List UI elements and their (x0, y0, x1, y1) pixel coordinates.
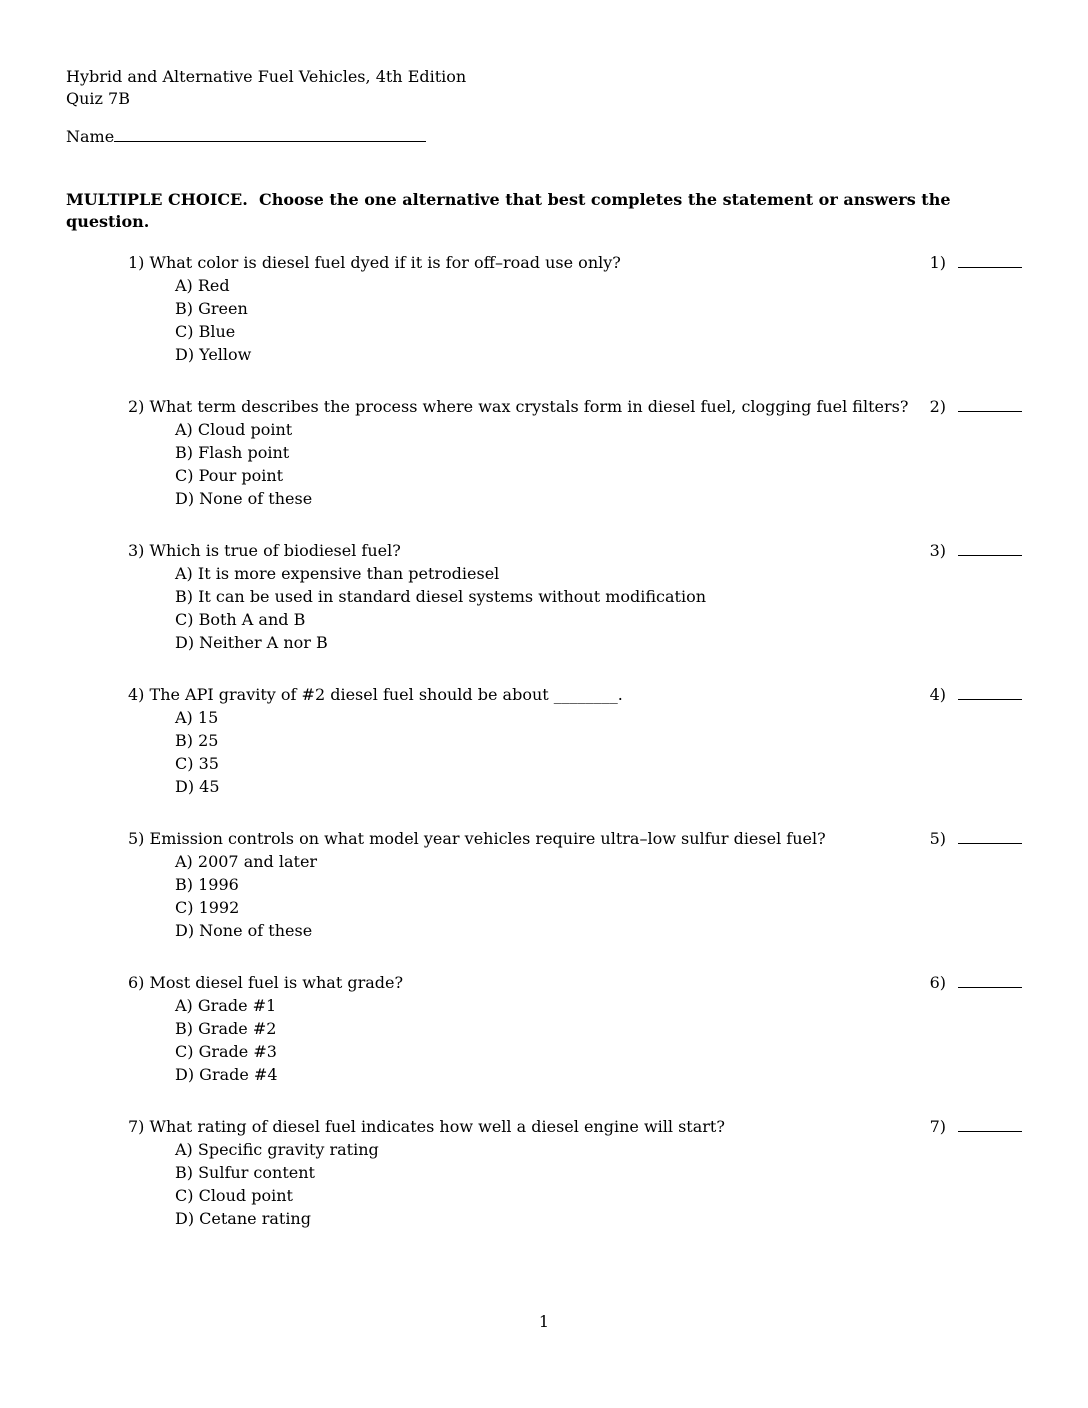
answer-blank[interactable] (958, 683, 1022, 700)
name-blank[interactable] (114, 125, 426, 142)
question-text-wrap (128, 251, 641, 274)
question-number: 5) (128, 829, 145, 848)
answer-number: 2) (929, 397, 946, 416)
answer-number: 3) (929, 541, 946, 560)
question-text-wrap (128, 971, 423, 994)
answer-blank[interactable] (958, 1115, 1022, 1132)
answer-number: 6) (929, 973, 946, 992)
answer-area (930, 971, 1022, 994)
answer-blank[interactable] (958, 251, 1022, 268)
question-line (128, 539, 1022, 562)
question-number: 4) (128, 685, 145, 704)
choice-d: D) Yellow (175, 345, 252, 364)
document-title: Hybrid and Alternative Fuel Vehicles, 4th Edition (66, 67, 467, 86)
question-text: What rating of diesel fuel indicates how well a diesel engine will start? (149, 1117, 725, 1136)
choice-a: A) 15 (175, 708, 219, 727)
question-6 (128, 971, 1022, 1086)
question-line (128, 251, 1022, 274)
answer-blank[interactable] (958, 539, 1022, 556)
question-text-wrap (128, 683, 643, 706)
question-text: What color is diesel fuel dyed if it is for off–road use only? (149, 253, 621, 272)
quiz-number: Quiz 7B (66, 89, 130, 108)
choice-b: B) It can be used in standard diesel systems without modification (175, 587, 707, 606)
question-line (128, 971, 1022, 994)
answer-number: 1) (929, 253, 946, 272)
page-footer (0, 1312, 1088, 1331)
choice-a: A) Red (175, 276, 230, 295)
choice-c: C) Pour point (175, 466, 284, 485)
answer-blank[interactable] (958, 827, 1022, 844)
answer-number: 4) (929, 685, 946, 704)
answer-area (930, 251, 1022, 274)
choices (175, 562, 1022, 654)
question-number: 7) (128, 1117, 145, 1136)
question-text: Most diesel fuel is what grade? (149, 973, 404, 992)
choice-b: B) 1996 (175, 875, 239, 894)
answer-area (930, 395, 1022, 418)
question-number: 6) (128, 973, 145, 992)
question-text-wrap (128, 1115, 745, 1138)
answer-area (930, 683, 1022, 706)
choice-a: A) It is more expensive than petrodiesel (175, 564, 500, 583)
choice-d: D) Grade #4 (175, 1065, 278, 1084)
question-number: 3) (128, 541, 145, 560)
choice-b: B) Grade #2 (175, 1019, 277, 1038)
choice-c: C) Both A and B (175, 610, 306, 629)
choice-b: B) Sulfur content (175, 1163, 315, 1182)
question-line (128, 827, 1022, 850)
question-4 (128, 683, 1022, 798)
answer-area (930, 827, 1022, 850)
questions-list (66, 251, 1022, 1230)
page-number: 1 (538, 1312, 550, 1331)
choice-d: D) 45 (175, 777, 220, 796)
choices (175, 706, 1022, 798)
name-label: Name (66, 127, 115, 146)
choice-b: B) Green (175, 299, 248, 318)
choice-d: D) Neither A nor B (175, 633, 328, 652)
question-line (128, 683, 1022, 706)
answer-area (930, 1115, 1022, 1138)
choice-c: C) Blue (175, 322, 236, 341)
question-text: The API gravity of #2 diesel fuel should be about ________. (149, 685, 623, 704)
question-text: Emission controls on what model year vehicles require ultra–low sulfur diesel fuel? (149, 829, 826, 848)
question-line (128, 395, 1022, 418)
question-text: What term describes the process where wax crystals form in diesel fuel, clogging fuel filters? (149, 397, 909, 416)
choices (175, 850, 1022, 942)
choice-c: C) 1992 (175, 898, 240, 917)
name-row (66, 125, 1022, 148)
choices (175, 994, 1022, 1086)
answer-blank[interactable] (958, 971, 1022, 988)
choice-a: A) Grade #1 (175, 996, 277, 1015)
choice-d: D) None of these (175, 921, 313, 940)
question-5 (128, 827, 1022, 942)
choice-a: A) Specific gravity rating (175, 1140, 379, 1159)
question-text-wrap (128, 827, 846, 850)
question-line (128, 1115, 1022, 1138)
choice-d: D) None of these (175, 489, 313, 508)
choice-b: B) 25 (175, 731, 219, 750)
question-number: 1) (128, 253, 145, 272)
question-7 (128, 1115, 1022, 1230)
document-header (66, 66, 1022, 110)
answer-number: 7) (929, 1117, 946, 1136)
question-1 (128, 251, 1022, 366)
choice-a: A) 2007 and later (175, 852, 318, 871)
choices (175, 1138, 1022, 1230)
answer-number: 5) (929, 829, 946, 848)
choice-a: A) Cloud point (175, 420, 293, 439)
question-2 (128, 395, 1022, 510)
choice-c: C) Cloud point (175, 1186, 293, 1205)
question-text-wrap (128, 539, 421, 562)
answer-area (930, 539, 1022, 562)
choice-c: C) 35 (175, 754, 219, 773)
instructions: MULTIPLE CHOICE. Choose the one alternative that best completes the statement or answers the question. (66, 190, 951, 231)
choices (175, 418, 1022, 510)
answer-blank[interactable] (958, 395, 1022, 412)
choice-b: B) Flash point (175, 443, 290, 462)
question-number: 2) (128, 397, 145, 416)
question-text-wrap (128, 395, 928, 418)
choice-d: D) Cetane rating (175, 1209, 311, 1228)
choice-c: C) Grade #3 (175, 1042, 277, 1061)
choices (175, 274, 1022, 366)
question-text: Which is true of biodiesel fuel? (149, 541, 401, 560)
question-3 (128, 539, 1022, 654)
